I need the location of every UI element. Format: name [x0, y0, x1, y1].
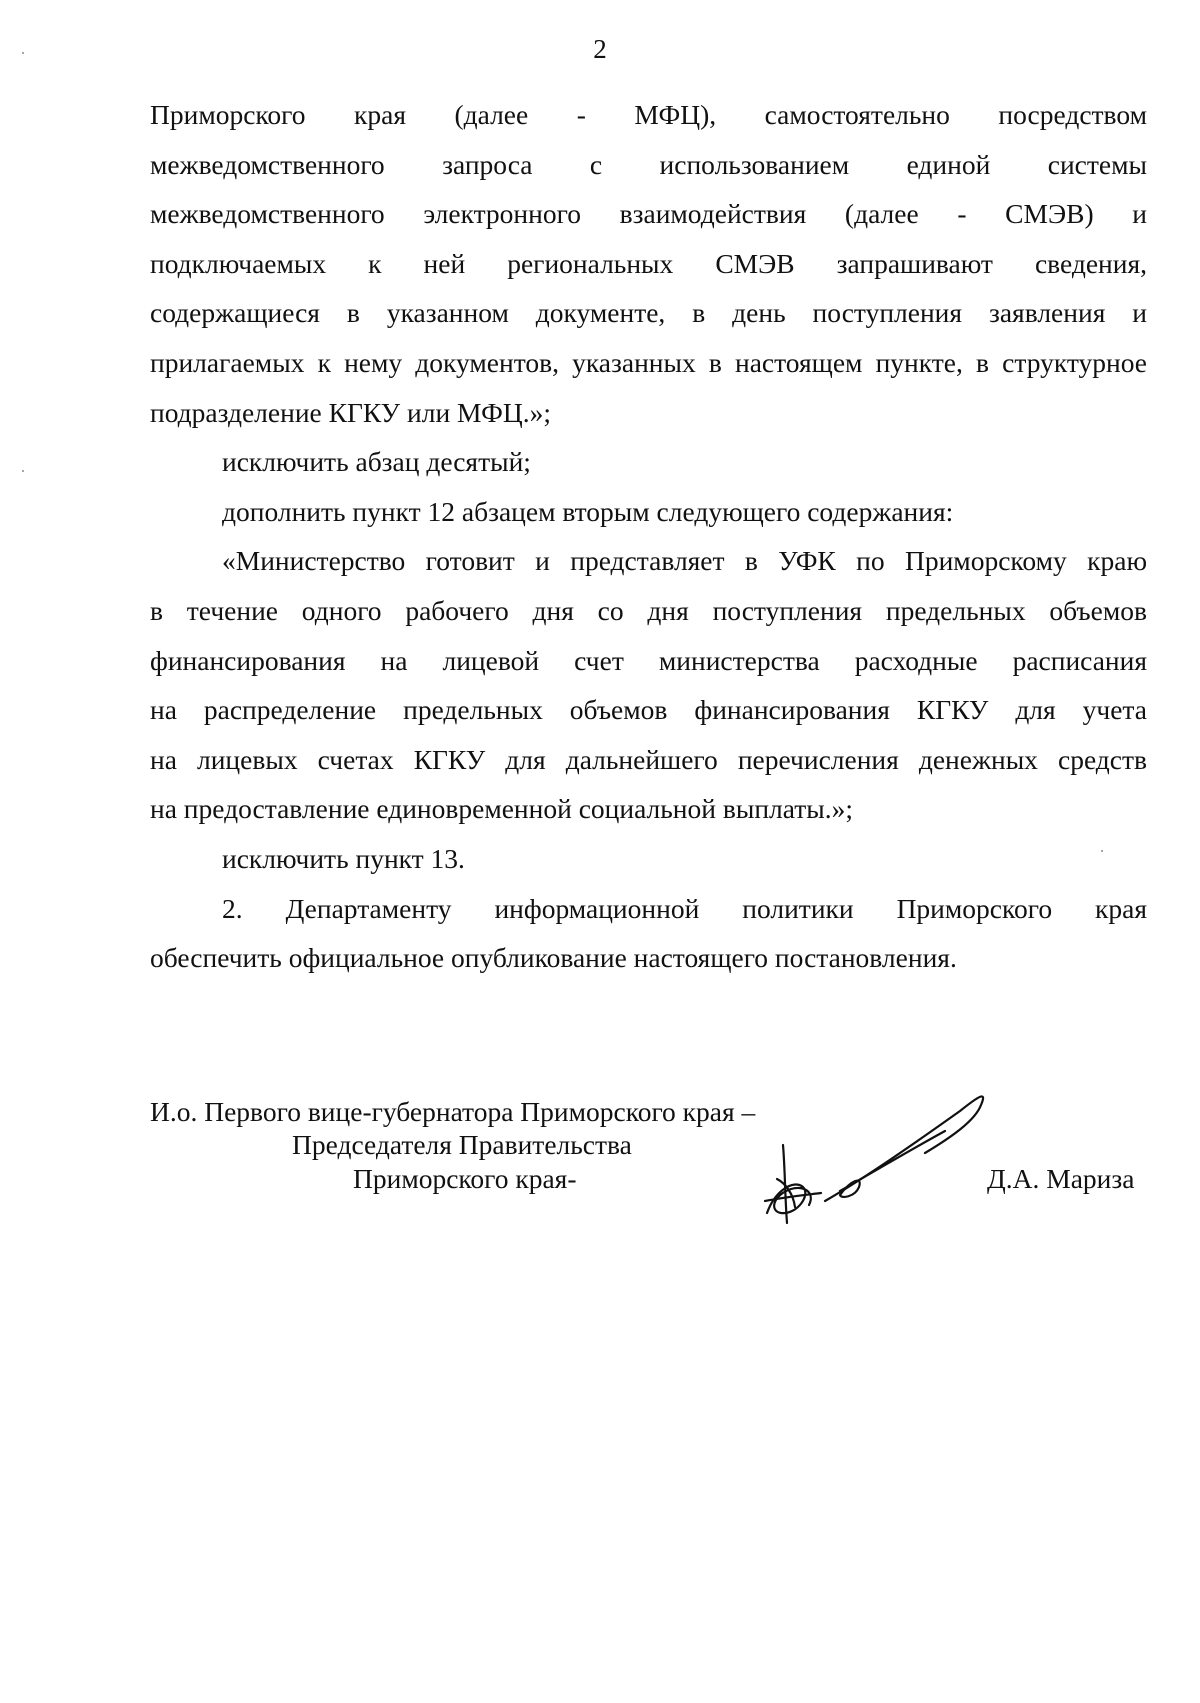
- paragraph-1-line-4: подключаемых к ней региональных СМЭВ запрашивают сведения,: [150, 247, 1147, 279]
- scan-speck: [22, 52, 24, 54]
- signatory-title-line-3: Приморского края-: [353, 1163, 577, 1194]
- paragraph-1-line-3: межведомственного электронного взаимодействия (далее - СМЭВ) и: [150, 198, 1147, 230]
- paragraph-4-line-3: финансирования на лицевой счет министерства расходные расписания: [150, 644, 1147, 676]
- paragraph-4-line-2: в течение одного рабочего дня со дня поступления предельных объемов: [150, 594, 1147, 626]
- paragraph-1-line-6: прилагаемых к нему документов, указанных в настоящем пункте, в структурное: [150, 346, 1147, 378]
- paragraph-1-line-5: содержащиеся в указанном документе, в день поступления заявления и: [150, 297, 1147, 329]
- signatory-title-line-2: Председателя Правительства: [292, 1129, 632, 1160]
- paragraph-4-line-1: «Министерство готовит и представляет в УФК по Приморскому краю: [222, 545, 1147, 577]
- handwritten-signature: [755, 1083, 995, 1233]
- paragraph-4-line-5: на лицевых счетах КГКУ для дальнейшего перечисления денежных средств: [150, 743, 1147, 775]
- paragraph-2-department-line-1: 2. Департаменту информационной политики Приморского края: [222, 892, 1147, 924]
- page-number: 2: [593, 34, 607, 64]
- signature-block: [150, 1095, 1150, 1245]
- signatory-title-line-1: И.о. Первого вице-губернатора Приморского края –: [150, 1096, 756, 1127]
- paragraph-exclude-tenth: исключить абзац десятый;: [222, 446, 531, 478]
- scan-speck: [1101, 850, 1103, 852]
- paragraph-1-line-2: межведомственного запроса с использованием единой системы: [150, 148, 1147, 180]
- paragraph-1-last-line: подразделение КГКУ или МФЦ.»;: [150, 396, 551, 428]
- paragraph-1-line-1: Приморского края (далее - МФЦ), самостоятельно посредством: [150, 99, 1147, 130]
- paragraph-4-line-4: на распределение предельных объемов финансирования КГКУ для учета: [150, 694, 1147, 726]
- paragraph-4-last-line: на предоставление единовременной социальной выплаты.»;: [150, 793, 854, 825]
- paragraph-2-department-line-2: обеспечить официальное опубликование настоящего постановления.: [150, 942, 957, 974]
- paragraph-add-point-12: дополнить пункт 12 абзацем вторым следующего содержания:: [222, 495, 954, 527]
- signatory-name: Д.А. Мариза: [987, 1163, 1135, 1194]
- scan-speck: [22, 470, 24, 472]
- document-body: [150, 90, 1147, 983]
- paragraph-exclude-13: исключить пункт 13.: [222, 842, 465, 874]
